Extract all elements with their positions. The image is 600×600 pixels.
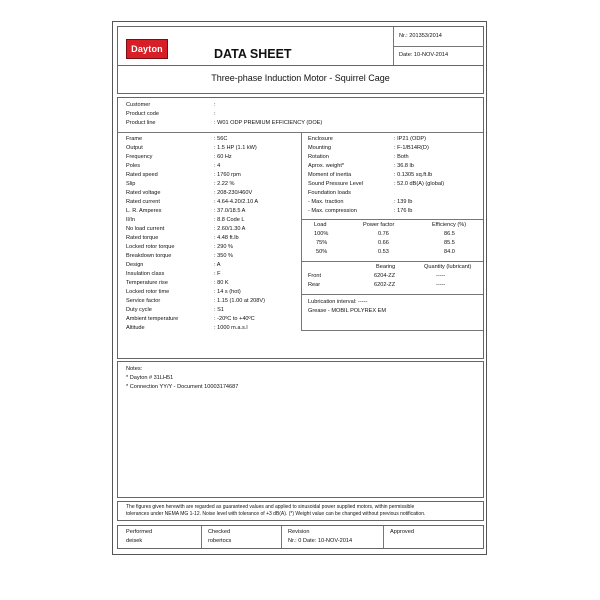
doc-date: Date: 10-NOV-2014 [399,52,449,58]
spec-label: Frequency [126,154,153,160]
efficiency-cell: 84.0 [444,249,455,255]
page-title: DATA SHEET [214,47,292,61]
spec-value: : 0.1305 sq.ft.lb [394,172,433,178]
bearing-cell: 6204-ZZ [374,273,396,279]
spec-label: Rotation [308,154,329,160]
efficiency-header: Efficiency (%) [432,222,467,228]
disclaimer-line: tolerances under NEMA MG 1-12. Noise level with tolerance of +3 dB(A). (*) Weight value can be changed without previous notification. [126,511,426,517]
spec-value: : 1760 rpm [214,172,241,178]
header-box [117,26,484,66]
spec-label: Locked rotor torque [126,244,175,250]
footer-divider [383,526,384,548]
performed-value: deisek [126,538,143,544]
spec-label: - Max. compression [308,208,357,214]
spec-label: Rated torque [126,235,159,241]
load-cell: 50% [316,249,328,255]
notes-box [117,361,484,498]
customer-label: Customer [126,102,151,108]
spec-label: Output [126,145,143,151]
spec-value: : 290 % [214,244,233,250]
spec-value: : 176 lb [394,208,413,214]
disclaimer-box [117,501,484,521]
quantity-cell: ----- [436,282,446,288]
spec-label: Moment of inertia [308,172,352,178]
footer-divider [281,526,282,548]
spec-label: Foundation loads [308,190,351,196]
performed-label: Performed [126,529,153,535]
load-cell: 75% [316,240,328,246]
spec-value: : 4.48 ft.lb [214,235,239,241]
spec-value: : 60 Hz [214,154,232,160]
spec-label: Slip [126,181,136,187]
spec-label: Altitude [126,325,145,331]
spec-label: - Max. traction [308,199,344,205]
spec-box [117,97,484,359]
spec-label: Frame [126,136,143,142]
grease-type: Grease - MOBIL POLYREX EM [308,308,387,314]
notes-title: Notes: [126,366,143,372]
spec-value: : 8.8 Code L [214,217,245,223]
doc-number: Nr.: 201353/2014 [399,33,442,39]
spec-column-divider [301,132,302,330]
lubrication-interval: Lubrication interval: ----- [308,299,368,305]
bearing-table-top-line [301,261,483,262]
power-factor-cell: 0.76 [378,231,389,237]
spec-value: : 350 % [214,253,233,259]
power-factor-header: Power factor [363,222,395,228]
spec-value: : 208-230/460V [214,190,253,196]
note-line: * Connection YY/Y - Document 10003174687 [126,384,239,390]
subtitle-box [117,66,484,94]
spec-value: : 139 lb [394,199,413,205]
spec-value: : 2.60/1.30 A [214,226,246,232]
right-specs [308,136,480,226]
checked-label: Checked [208,529,231,535]
load-cell: 100% [314,231,329,237]
spec-value: : 36.8 lb [394,163,414,169]
spec-value: : 2.22 % [214,181,235,187]
product-line-value: : W01 ODP PREMIUM EFFICIENCY (DOE) [214,120,323,126]
spec-label: Duty cycle [126,307,152,313]
disclaimer-line: The figures given herewith are regarded as guaranteed values and applied to sinusoidal power supplied motors, within permissible [126,504,415,510]
note-line: * Dayton # 31LH51 [126,375,174,381]
revision-value: Nr.: 0 Date: 10-NOV-2014 [288,538,353,544]
bearing-header: Bearing [376,264,396,270]
product-line-label: Product line [126,120,156,126]
spec-value: : 52.0 dB(A) (global) [394,181,445,187]
footer-divider [201,526,202,548]
spec-label: Ambient temperature [126,316,179,322]
spec-value: : 4 [214,163,221,169]
load-table [308,222,480,262]
quantity-header: Quantity (lubricant) [424,264,472,270]
spec-label: Il/In [126,217,136,223]
spec-label: Design [126,262,144,268]
efficiency-cell: 86.5 [444,231,455,237]
spec-label: No load current [126,226,165,232]
spec-value: : A [214,262,221,268]
spec-label: Service factor [126,298,161,304]
left-specs [126,136,301,358]
spec-value: : S1 [214,307,224,313]
spec-label: Aprox. weight* [308,163,345,169]
spec-value: : 80 K [214,280,229,286]
customer-block [126,102,476,130]
spec-value: : 1.15 (1.00 at 208V) [214,298,265,304]
power-factor-cell: 0.53 [378,249,389,255]
spec-label: Mounting [308,145,332,151]
revision-label: Revision [288,529,310,535]
spec-label: Rated speed [126,172,158,178]
spec-value: : 4.64-4.20/2.10 A [214,199,259,205]
checked-value: robertocs [208,538,232,544]
spec-label: Enclosure [308,136,333,142]
spec-value: : IP21 (ODP) [394,136,427,142]
lubrication-top-line [301,294,483,295]
power-factor-cell: 0.66 [378,240,389,246]
spec-label: Insulation class [126,271,165,277]
product-code-label: Product code [126,111,159,117]
load-table-top-line [301,219,483,220]
quantity-cell: ----- [436,273,446,279]
spec-label: L. R. Amperes [126,208,162,214]
spec-value: : F [214,271,221,277]
spec-value: : 56C [214,136,228,142]
dayton-logo: Dayton [126,39,168,59]
spec-label: Temperature rise [126,280,168,286]
data-sheet [112,21,487,555]
page-subtitle: Three-phase Induction Motor - Squirrel Cage [211,73,390,83]
spec-label: Rated current [126,199,160,205]
approved-label: Approved [390,529,414,535]
efficiency-cell: 85.5 [444,240,455,246]
bearing-position: Front [308,273,322,279]
bearing-position: Rear [308,282,321,288]
spec-label: Sound Pressure Level [308,181,364,187]
spec-value: : -20ºC to +40ºC [214,316,255,322]
bearing-cell: 6202-ZZ [374,282,396,288]
spec-label: Poles [126,163,140,169]
footer-box [117,525,484,549]
spec-value: : F-1/B14R(D) [394,145,429,151]
spec-label: Rated voltage [126,190,161,196]
product-code-value: : [214,111,216,117]
load-header: Load [314,222,327,228]
spec-label: Locked rotor time [126,289,170,295]
spec-value: : 14 s (hot) [214,289,241,295]
spec-value: : 37.0/18.5 A [214,208,246,214]
spec-label: Breakdown torque [126,253,172,259]
spec-value: : 1.5 HP (1.1 kW) [214,145,257,151]
spec-value: : Both [394,154,409,160]
customer-value: : [214,102,216,108]
header-hdivider [393,46,484,47]
bearing-table [308,264,480,294]
spec-value: : 1000 m.a.s.l [214,325,248,331]
lubrication-bottom-line [301,330,483,331]
